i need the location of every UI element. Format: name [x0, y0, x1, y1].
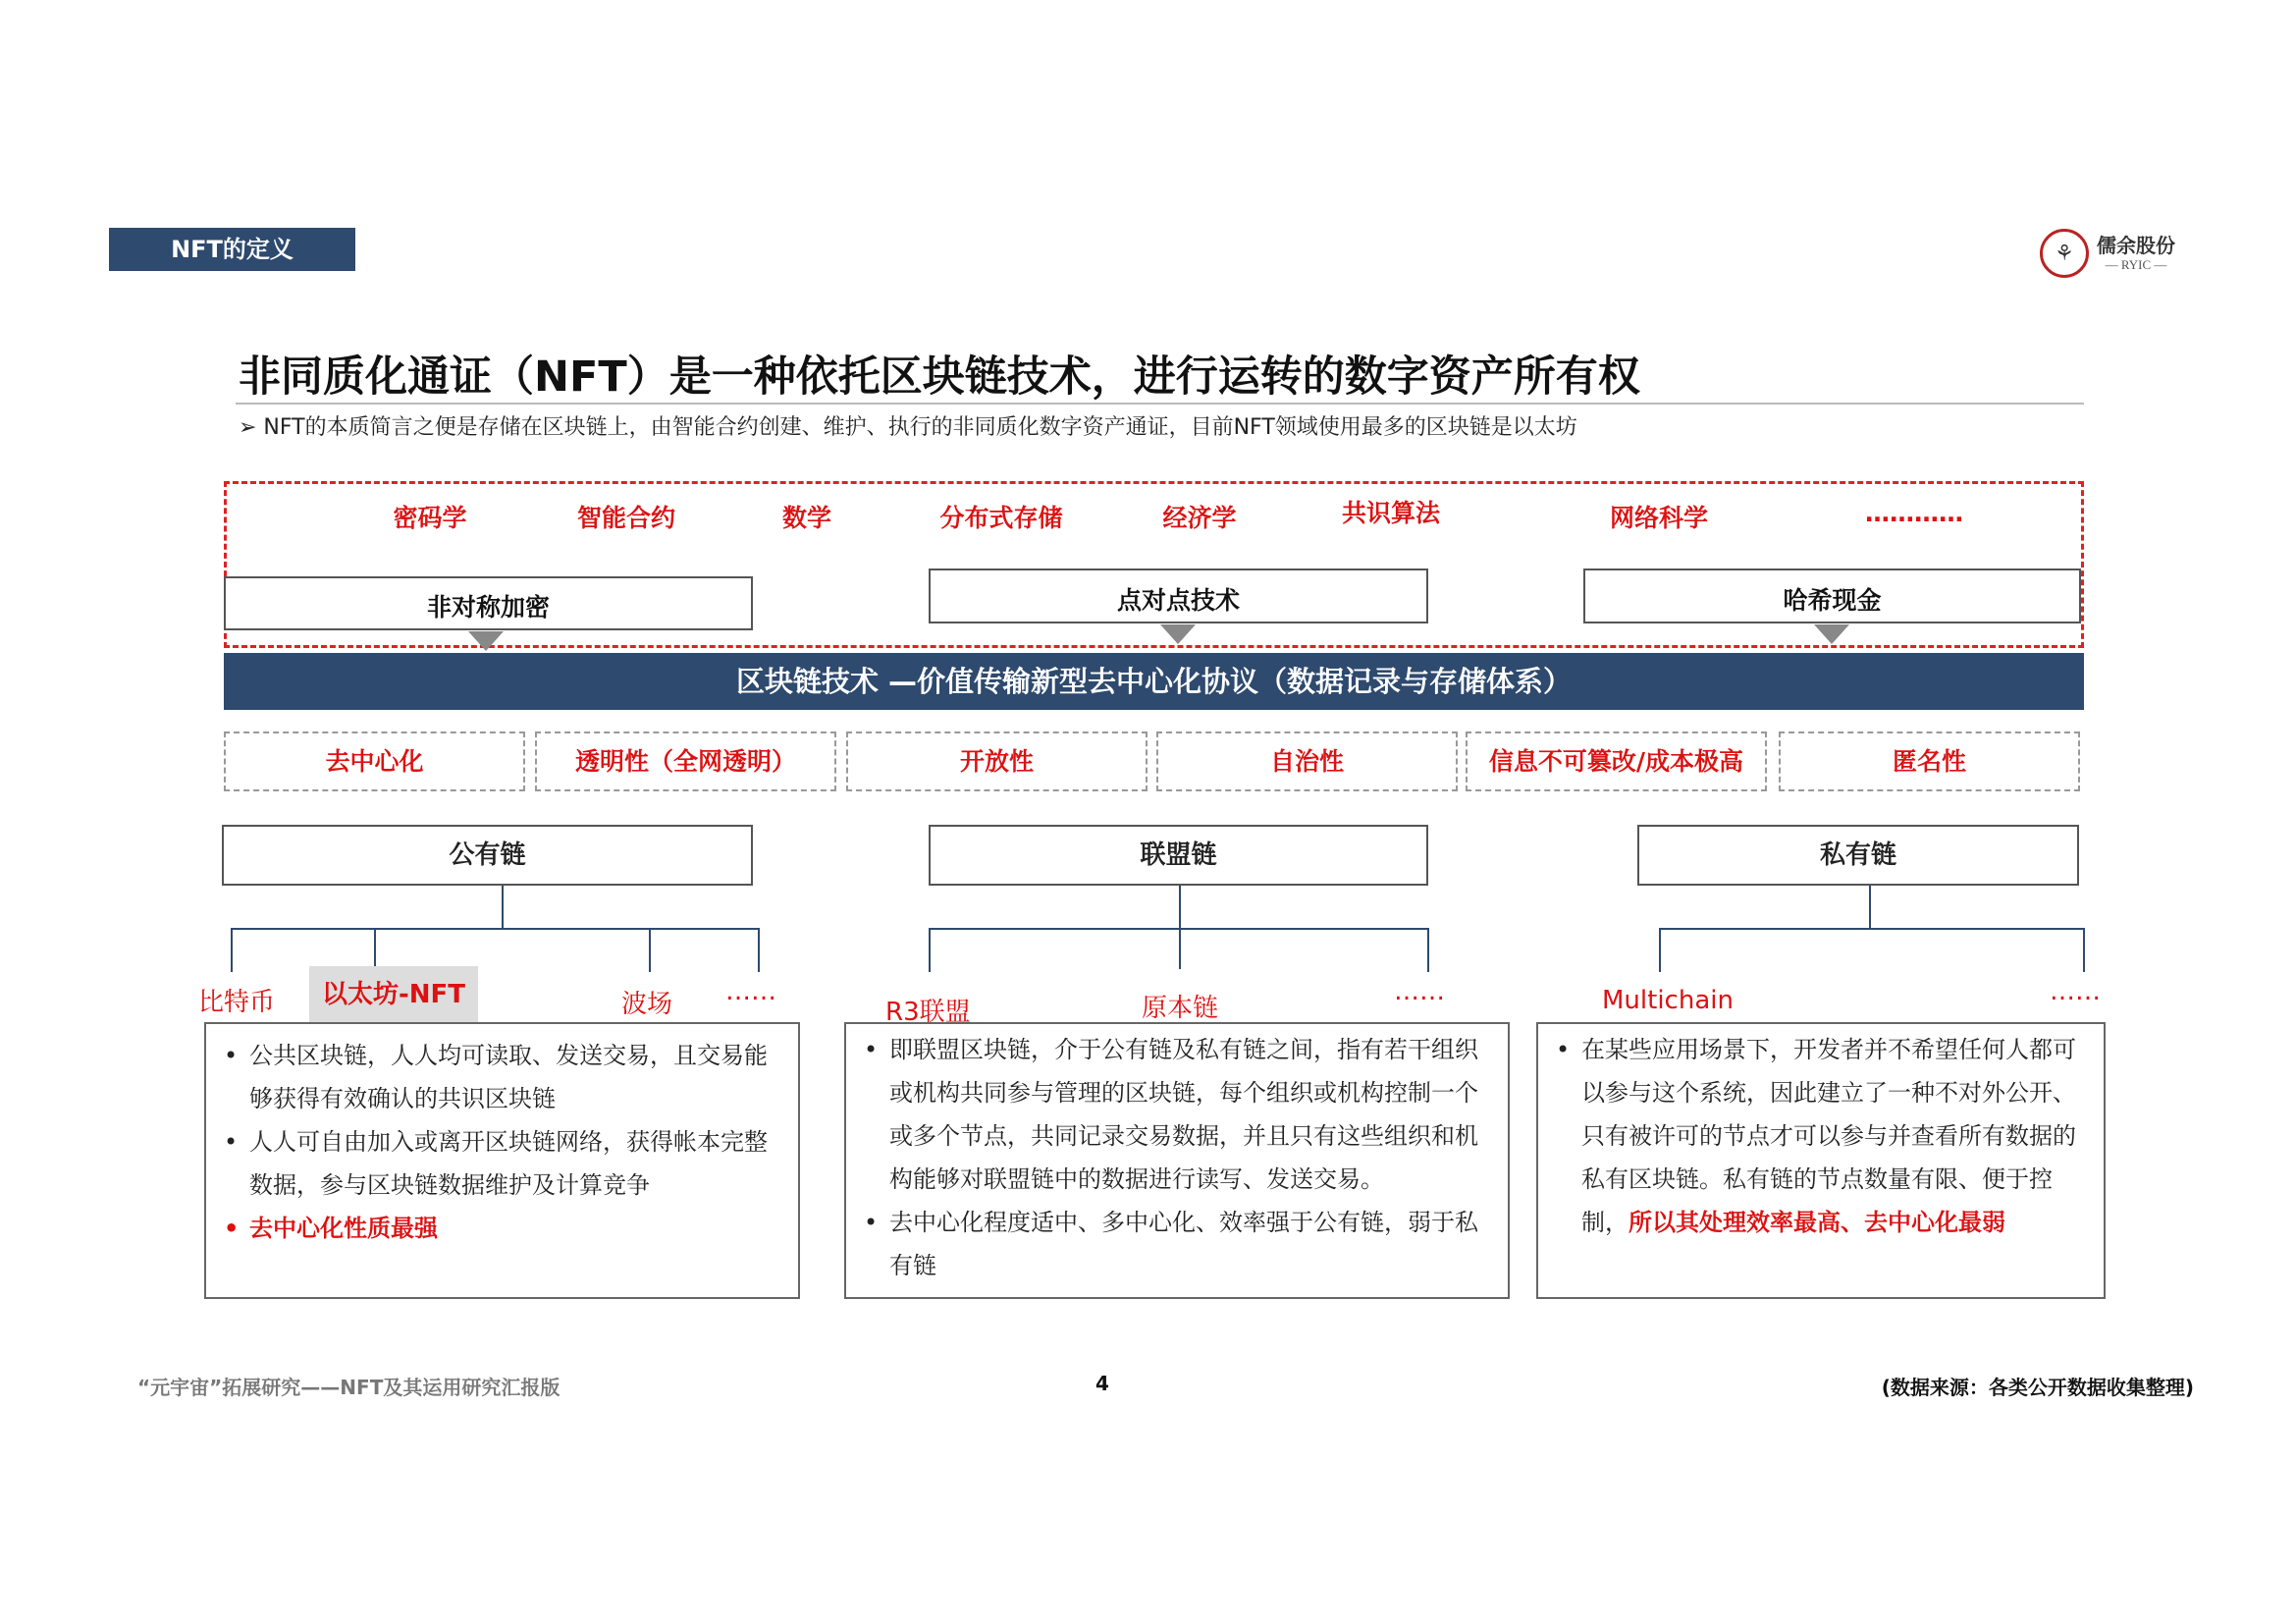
- example-label: 原本链: [1142, 994, 1219, 1023]
- property: 透明性（全网透明）: [535, 731, 836, 791]
- example-label: ……: [725, 977, 776, 1006]
- arrow-down-icon: [468, 631, 504, 651]
- arrow-down-icon: [1814, 624, 1849, 644]
- public-chain-description: [204, 1022, 800, 1299]
- footer-title: “元宇宙”拓展研究——NFT及其运用研究汇报版: [137, 1376, 561, 1399]
- example-label: 比特币: [198, 988, 276, 1017]
- bullet-highlight: 所以其处理效率最高、去中心化最弱: [1629, 1209, 2005, 1236]
- chain-consortium: 联盟链: [929, 825, 1428, 886]
- tech-box: 哈希现金: [1583, 568, 2081, 623]
- property: 去中心化: [224, 731, 525, 791]
- data-source: (数据来源：各类公开数据收集整理): [1881, 1376, 2194, 1399]
- title-divider: [236, 403, 2084, 405]
- discipline: 共识算法: [1341, 499, 1441, 527]
- property: 匿名性: [1779, 731, 2080, 791]
- example-label-highlight: 以太坊-NFT: [309, 966, 478, 1023]
- tech-box: 非对称加密: [224, 576, 753, 630]
- bullet-highlight: • 去中心化性质最强: [220, 1207, 784, 1250]
- discipline: 网络科学: [1609, 504, 1709, 532]
- blockchain-banner: 区块链技术 —价值传输新型去中心化协议（数据记录与存储体系）: [224, 653, 2084, 710]
- bullet: • 去中心化程度适中、多中心化、效率强于公有链，弱于私有链: [860, 1201, 1494, 1287]
- property: 开放性: [846, 731, 1148, 791]
- example-label: Multichain: [1602, 986, 1734, 1015]
- property: 自治性: [1156, 731, 1458, 791]
- discipline: …………: [1865, 499, 1963, 527]
- page-title: 非同质化通证（NFT）是一种依托区块链技术，进行运转的数字资产所有权: [239, 352, 1640, 402]
- discipline: 密码学: [393, 504, 467, 532]
- discipline: 数学: [781, 504, 832, 532]
- subtitle: ➢ NFT的本质简言之便是存储在区块链上，由智能合约创建、维护、执行的非同质化数字资产通证，目前NFT领域使用最多的区块链是以太坊: [239, 415, 1577, 440]
- arrow-down-icon: [1160, 624, 1196, 644]
- example-label: ……: [2050, 977, 2101, 1006]
- discipline: 分布式存储: [939, 504, 1063, 532]
- logo-sub: — RYIC —: [2105, 257, 2167, 272]
- bullet: • 即联盟区块链，介于公有链及私有链之间，指有若干组织或机构共同参与管理的区块链，每个组织或机构控制一个或多个节点，共同记录交易数据，并且只有这些组织和机构能够对联盟链中的数据进行读写、发送交易。: [860, 1028, 1494, 1201]
- tech-box: 点对点技术: [929, 568, 1428, 623]
- consortium-chain-description: [844, 1022, 1510, 1299]
- discipline: 经济学: [1162, 504, 1237, 532]
- bullet-text: 在某些应用场景下，开发者并不希望任何人都可以参与这个系统，因此建立了一种不对外公开、只有被许可的节点才可以参与并查看所有数据的私有区块链。私有链的节点数量有限、便于控制，: [1581, 1036, 2076, 1236]
- page-number: 4: [1095, 1372, 1109, 1395]
- discipline: 智能合约: [576, 504, 676, 532]
- example-label: 波场: [621, 990, 673, 1019]
- bullet: [1552, 1028, 2090, 1244]
- logo: [2040, 226, 2197, 281]
- chain-public: 公有链: [222, 825, 753, 886]
- bullet: • 公共区块链，人人均可读取、发送交易，且交易能够获得有效确认的共识区块链: [220, 1034, 784, 1120]
- logo-icon: ⚘: [2040, 229, 2089, 278]
- example-label: R3联盟: [885, 998, 971, 1027]
- property: 信息不可篡改/成本极高: [1466, 731, 1767, 791]
- chain-private: 私有链: [1637, 825, 2079, 886]
- bullet: • 人人可自由加入或离开区块链网络，获得帐本完整数据，参与区块链数据维护及计算竞争: [220, 1120, 784, 1207]
- private-chain-description: [1536, 1022, 2106, 1299]
- example-label: ……: [1394, 977, 1445, 1006]
- section-tag: NFT的定义: [109, 228, 355, 271]
- logo-name: 儒余股份: [2097, 234, 2175, 257]
